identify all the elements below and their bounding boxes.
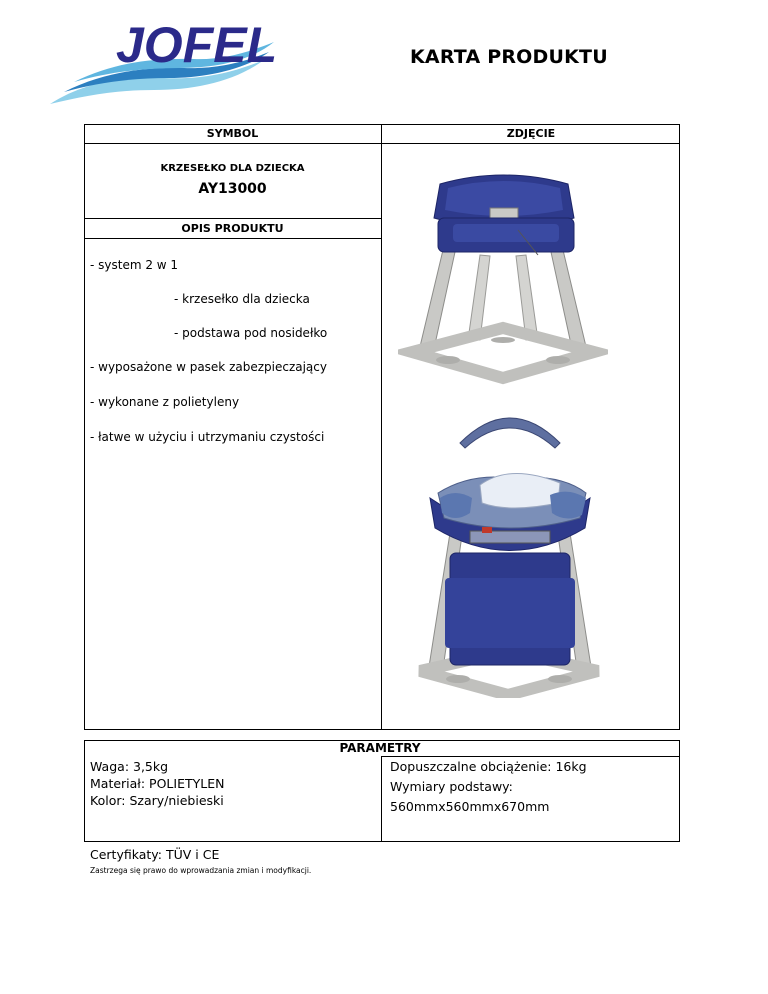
description-header: OPIS PRODUKTU (181, 222, 284, 235)
product-name: KRZESEŁKO DLA DZIECKA (160, 163, 305, 174)
description-divider (84, 238, 382, 239)
parameter-base-dimensions-label: Wymiary podstawy: (390, 779, 513, 794)
parameter-weight: Waga: 3,5kg (90, 759, 169, 774)
symbol-header: SYMBOL (206, 127, 259, 140)
product-code: AY13000 (198, 181, 267, 197)
description-line: - system 2 w 1 (90, 258, 179, 272)
high-chair-photo (398, 160, 608, 390)
description-line: - łatwe w użyciu i utrzymaniu czystości (90, 430, 325, 444)
document-title: KARTA PRODUKTU (410, 46, 608, 68)
description-line: - wyposażone w pasek zabezpieczający (90, 360, 327, 374)
photo-header: ZDJĘCIE (506, 127, 556, 140)
description-line: - wykonane z polietyleny (90, 395, 240, 409)
column-divider (381, 124, 382, 730)
certificates: Certyfikaty: TÜV i CE (90, 847, 220, 862)
parameters-header: PARAMETRY (339, 741, 421, 755)
parameter-color: Kolor: Szary/niebieski (90, 793, 224, 808)
jofel-logo (44, 12, 302, 112)
description-line: - podstawa pod nosidełko (174, 326, 328, 340)
header-divider (84, 143, 680, 144)
parameters-divider (381, 756, 382, 842)
parameter-base-dimensions-value: 560mmx560mmx670mm (390, 799, 550, 814)
svg-text:JOFEL: JOFEL (116, 17, 278, 73)
parameter-material: Materiał: POLIETYLEN (90, 776, 225, 791)
parameter-max-load: Dopuszczalne obciążenie: 16kg (390, 759, 587, 774)
disclaimer: Zastrzega się prawo do wprowadzania zmian i modyfikacji. (90, 866, 312, 875)
carrier-on-base-photo (410, 403, 605, 698)
description-line: - krzesełko dla dziecka (174, 292, 310, 306)
parameters-header-divider (381, 756, 680, 757)
symbol-divider (84, 218, 382, 219)
